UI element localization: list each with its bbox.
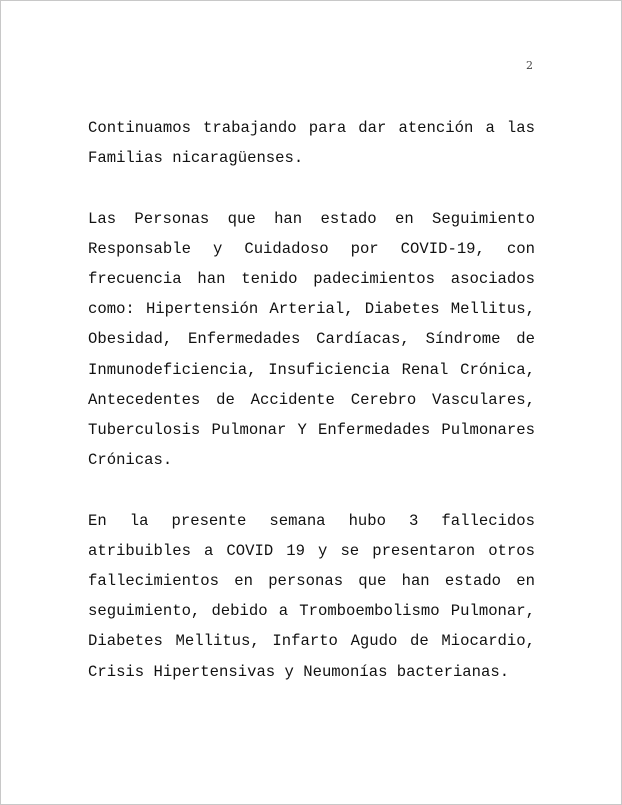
paragraph-deaths: En la presente semana hubo 3 fallecidos atribuibles a COVID 19 y se presentaron otros fallecimientos en personas que han estado en seguimiento, debido a Tromboembolismo Pulmonar, Diabetes Mellitus, Infarto Agudo de Miocardio, Crisis Hipertensivas y Neumonías bacterianas. [88,511,535,681]
document-body [88,113,535,687]
paragraph-comorbidities: Las Personas que han estado en Seguimiento Responsable y Cuidadoso por COVID-19, con frecuencia han tenido padecimientos asociados como: Hipertensión Arterial, Diabetes Mellitus, Obesidad, Enfermedades Cardíacas, Síndrome de Inmunodeficiencia, Insuficiencia Renal Crónica, Antecedentes de Accidente Cerebro Vasculares, Tuberculosis Pulmonar Y Enfermedades Pulmonares Crónicas. [88,209,535,470]
page-number: 2 [526,59,533,72]
paragraph-intro: Continuamos trabajando para dar atención a las Familias nicaragüenses. [88,119,535,168]
